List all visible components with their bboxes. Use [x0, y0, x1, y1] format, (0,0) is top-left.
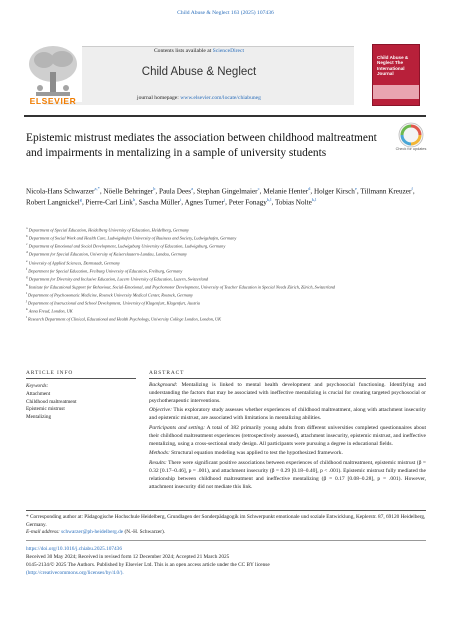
author-name[interactable]: Nöelle Behringer	[103, 187, 154, 196]
doi-link[interactable]: https://doi.org/10.1016/j.chiabu.2025.107436	[26, 546, 122, 552]
affiliation-key: h	[26, 282, 28, 287]
affiliation-key: a	[26, 226, 28, 230]
author-name[interactable]: Tobias Nolte	[274, 198, 312, 207]
keyword-item[interactable]: Mentalizing	[26, 414, 52, 421]
author-affiliation-marker[interactable]: h	[132, 196, 136, 202]
copyright-line: 0145-2134/© 2025 The Authors. Published by Elsevier Ltd. This is an open access article under the CC BY license	[26, 561, 270, 568]
abstract-section-text: Structural equation modeling was applied to test the hypothesized framework.	[169, 450, 343, 457]
affiliation-key: g	[26, 274, 28, 279]
affiliation-text: Department of Emotional and Social Development, Ludwigsburg University of Education, Ludwigsburg, Germany	[27, 243, 226, 249]
affiliation-key: b	[26, 234, 28, 239]
abstract-section-text: A total of 382 primarily young adults from different universities completed questionnaires about their childhood maltreatment experiences (retrospectively assessed), attachment insecurity, epistemic mistrust, and ineffective mentalizing, using a cross-sectional study design. All participants were pursuing a degree in educational fields.	[149, 424, 426, 447]
article-info-rule	[26, 378, 136, 379]
homepage-line	[44, 95, 354, 101]
affiliation-key: k	[26, 307, 28, 312]
affiliation-item	[26, 307, 426, 315]
affiliation-text: Department for Diversity and Inclusive Education, Lucern University of Education, Luzern, Switzerland	[27, 276, 209, 282]
check-updates-label[interactable]: Check for updates	[395, 147, 427, 151]
author-affiliation-marker[interactable]: f	[411, 186, 413, 191]
author-affiliation-marker[interactable]: g	[79, 196, 82, 202]
affiliation-item	[26, 234, 426, 242]
pubinfo-rule	[26, 540, 426, 541]
article-info-heading: ARTICLE INFO	[26, 370, 74, 376]
author-name[interactable]: Melanie Henter	[263, 187, 309, 196]
publisher-logo-text: ELSEVIER	[29, 96, 77, 106]
received-dates: Received 30 May 2024; Received in revised form 12 December 2024; Accepted 21 March 2025	[26, 553, 230, 560]
footnote-rule	[26, 510, 426, 511]
affiliation-key: c	[26, 242, 28, 247]
journal-cover[interactable]	[372, 44, 420, 106]
affiliation-item	[26, 267, 426, 275]
affiliation-key: f	[26, 266, 28, 271]
keyword-list	[26, 391, 136, 422]
author-affiliation-marker[interactable]: j	[223, 196, 226, 202]
author-affiliation-marker[interactable]: d	[308, 186, 311, 191]
author-name[interactable]: Pierre-Carl Link	[85, 198, 133, 207]
affiliation-key: l	[26, 315, 27, 320]
author-name[interactable]: Peter Fonagy	[228, 198, 267, 207]
abstract-section-label: Objective:	[149, 407, 172, 414]
affiliation-text: Research Department of Clinical, Educational and Health Psychology, University College London, London, UK	[26, 316, 221, 322]
affiliation-key: e	[26, 258, 28, 263]
license-link[interactable]: (http://creativecommons.org/licenses/by/4.0/).	[26, 569, 124, 576]
abstract-paragraph	[149, 382, 426, 406]
affiliation-text: Department of Special Education, Heidelberg University of Education, Heidelberg, Germany	[27, 227, 189, 233]
affiliation-item	[26, 259, 426, 267]
author-affiliation-marker[interactable]: i	[180, 196, 182, 202]
author-name[interactable]: Holger Kirsch	[313, 187, 355, 196]
elsevier-tree-icon	[24, 42, 82, 102]
author-name[interactable]: Tillmann Kreuzer	[360, 187, 412, 196]
keyword-item[interactable]: Childhood maltreatment	[26, 398, 77, 405]
email-link[interactable]: schwarzer@ph-heidelberg.de	[61, 529, 124, 536]
contents-prefix: Contents lists available at	[153, 48, 212, 54]
abstract-paragraph	[149, 407, 426, 423]
keyword-item[interactable]: Attachment	[26, 390, 51, 397]
author-affiliation-marker[interactable]: c	[257, 186, 260, 191]
affiliation-key: j	[26, 299, 27, 304]
publication-info	[26, 546, 426, 578]
affiliation-text: Department of Psychosomatic Medicine, Rostock University Medical Center, Rostock, Germany	[26, 292, 193, 298]
author-affiliation-marker[interactable]: a	[191, 186, 194, 191]
sciencedirect-link[interactable]: ScienceDirect	[212, 48, 245, 54]
affiliation-text: Department for Special Education, Freiburg University of Education, Freiburg, Germany	[27, 268, 183, 274]
author-affiliation-marker[interactable]: e	[354, 186, 357, 191]
affiliation-key: i	[26, 291, 27, 295]
author-affiliation-marker[interactable]: k,l	[266, 196, 272, 202]
author-name[interactable]: Sascha Müller	[138, 198, 181, 207]
affiliation-text: Anna Freud, London, UK	[27, 308, 73, 314]
affiliation-item	[26, 315, 426, 323]
abstract-paragraph	[149, 450, 426, 458]
article-title: Epistemic mistrust mediates the association between childhood maltreatment and impairments in mentalizing in a sample of university students	[26, 132, 377, 160]
affiliation-item	[26, 299, 426, 307]
affiliation-item	[26, 226, 426, 234]
abstract-rule	[149, 378, 426, 379]
author-affiliation-marker[interactable]: b	[153, 186, 156, 191]
homepage-prefix: journal homepage:	[137, 95, 179, 101]
author-name[interactable]: Robert Langnickel	[26, 198, 80, 207]
journal-name: Child Abuse & Neglect	[141, 66, 257, 78]
abstract-paragraph	[149, 425, 426, 449]
email-line	[26, 529, 426, 537]
cover-band	[373, 85, 419, 99]
contents-line	[44, 48, 354, 54]
abstract-section-label: Participants and setting:	[149, 424, 205, 431]
affiliation-text: Institute for Educational Support for Behaviour, Social-Emotional, and Psychomotor Development, University of Teacher Education in Special Needs Zürich, Zürich, Switzerland	[27, 284, 335, 290]
email-label: E-mail address:	[26, 529, 60, 536]
abstract-section-text: This exploratory study assesses whether experiences of childhood maltreatment, along with attachment insecurity and epistemic mistrust, are associated with limitations in mentalizing abilities.	[149, 407, 426, 422]
affiliation-text: University of Applied Sciences, Darmstadt, Germany	[27, 259, 120, 265]
affiliation-text: Department of Social Work and Health Care, Ludwigshafen University of Business and Society, Ludwigshafen, Germany	[27, 235, 237, 241]
abstract-section-label: Results:	[149, 459, 167, 466]
affiliation-item	[26, 291, 426, 299]
author-affiliation-marker[interactable]: a,*	[94, 186, 100, 191]
affiliation-item	[26, 275, 426, 283]
abstract-paragraph	[149, 460, 426, 491]
author-affiliation-marker[interactable]: k,l	[311, 196, 317, 202]
keyword-item[interactable]: Epistemic mistrust	[26, 406, 65, 413]
abstract-heading: ABSTRACT	[149, 370, 185, 376]
abstract-section-label: Background:	[149, 382, 178, 388]
abstract-section-text: There were significant positive associations between experiences of childhood maltreatment, epistemic mistrust (β = 0.32 [0.17–0.46], p = .001), and attachment insecurity (β = 0.29 [0.18–0.40], p < .001). Epistemic mistrust fully mediated the relationship between childhood maltreatment and ineffective mentalizing (β = 0.17 [0.08–0.28], p = .001). However, attachment insecurity did not mediate this link.	[149, 459, 426, 490]
author-name[interactable]: Stephan Gingelmaier	[196, 187, 258, 196]
check-updates-icon[interactable]	[398, 122, 424, 148]
abstract-section-text: Mentalizing is linked to mental health development and psychosocial functioning. Identifying and understanding the factors that may be associated with ineffective mentalizing is crucial for creating targeted psychosocial or psychotherapeutic interventions.	[149, 382, 426, 404]
affiliation-item	[26, 242, 426, 250]
affiliation-item	[26, 250, 426, 258]
cover-title: Child Abuse & Neglect The International Journal	[377, 55, 409, 76]
affiliation-item	[26, 283, 426, 291]
affiliation-text: Department for Special Education, University of Kaiserslautern-Landau, Landau, Germany	[27, 251, 187, 257]
keywords-label: Keywords:	[26, 383, 49, 389]
citation-header[interactable]: Child Abuse & Neglect 163 (2025) 107436	[177, 10, 274, 16]
affiliation-list	[26, 226, 426, 324]
keywords-block	[26, 383, 136, 422]
header-divider	[24, 115, 426, 117]
corresponding-footnote	[26, 514, 426, 537]
abstract-section-label: Methods:	[149, 450, 170, 457]
author-name[interactable]: Paula Dees	[158, 187, 192, 196]
affiliation-key: d	[26, 250, 28, 255]
author-name[interactable]: Nicola-Hans Schwarzer	[26, 187, 95, 196]
affiliation-text: Department of Instructional and School Development, University of Klagenfurt, Klagenfurt, Austria	[26, 300, 200, 306]
author-name[interactable]: Agnes Turner	[184, 198, 224, 207]
email-owner: (N.-H. Schwarzer).	[123, 529, 166, 536]
corresponding-address: * Corresponding author at: Pädagogische Hochschule Heidelberg, Grundlagen der Sonderpädagogik im Schwerpunkt emotionale und soziale Entwicklung, Keplerstr. 87, 69120 Heidelberg, Germany.	[26, 514, 426, 528]
author-list: Nicola-Hans Schwarzer$^{a,*}$, Nöelle Behringer$^b$, Paula Dees$^a$, Stephan Gingelmaier$^c$, Melanie Henter$^d$, Holger Kirsch$^e$, Tillmann Kreuzer$^f$, Robert Langnickel$^g$, Pierre-Carl Link$^h$, Sascha Müller$^i$, Agnes Turner$^j$, Peter Fonagy$^{k,l}$, Tobias Nolte$^{k,l}$	[26, 186, 415, 207]
abstract-body	[149, 382, 426, 493]
homepage-link[interactable]: www.elsevier.com/locate/chiabuneg	[180, 95, 261, 101]
